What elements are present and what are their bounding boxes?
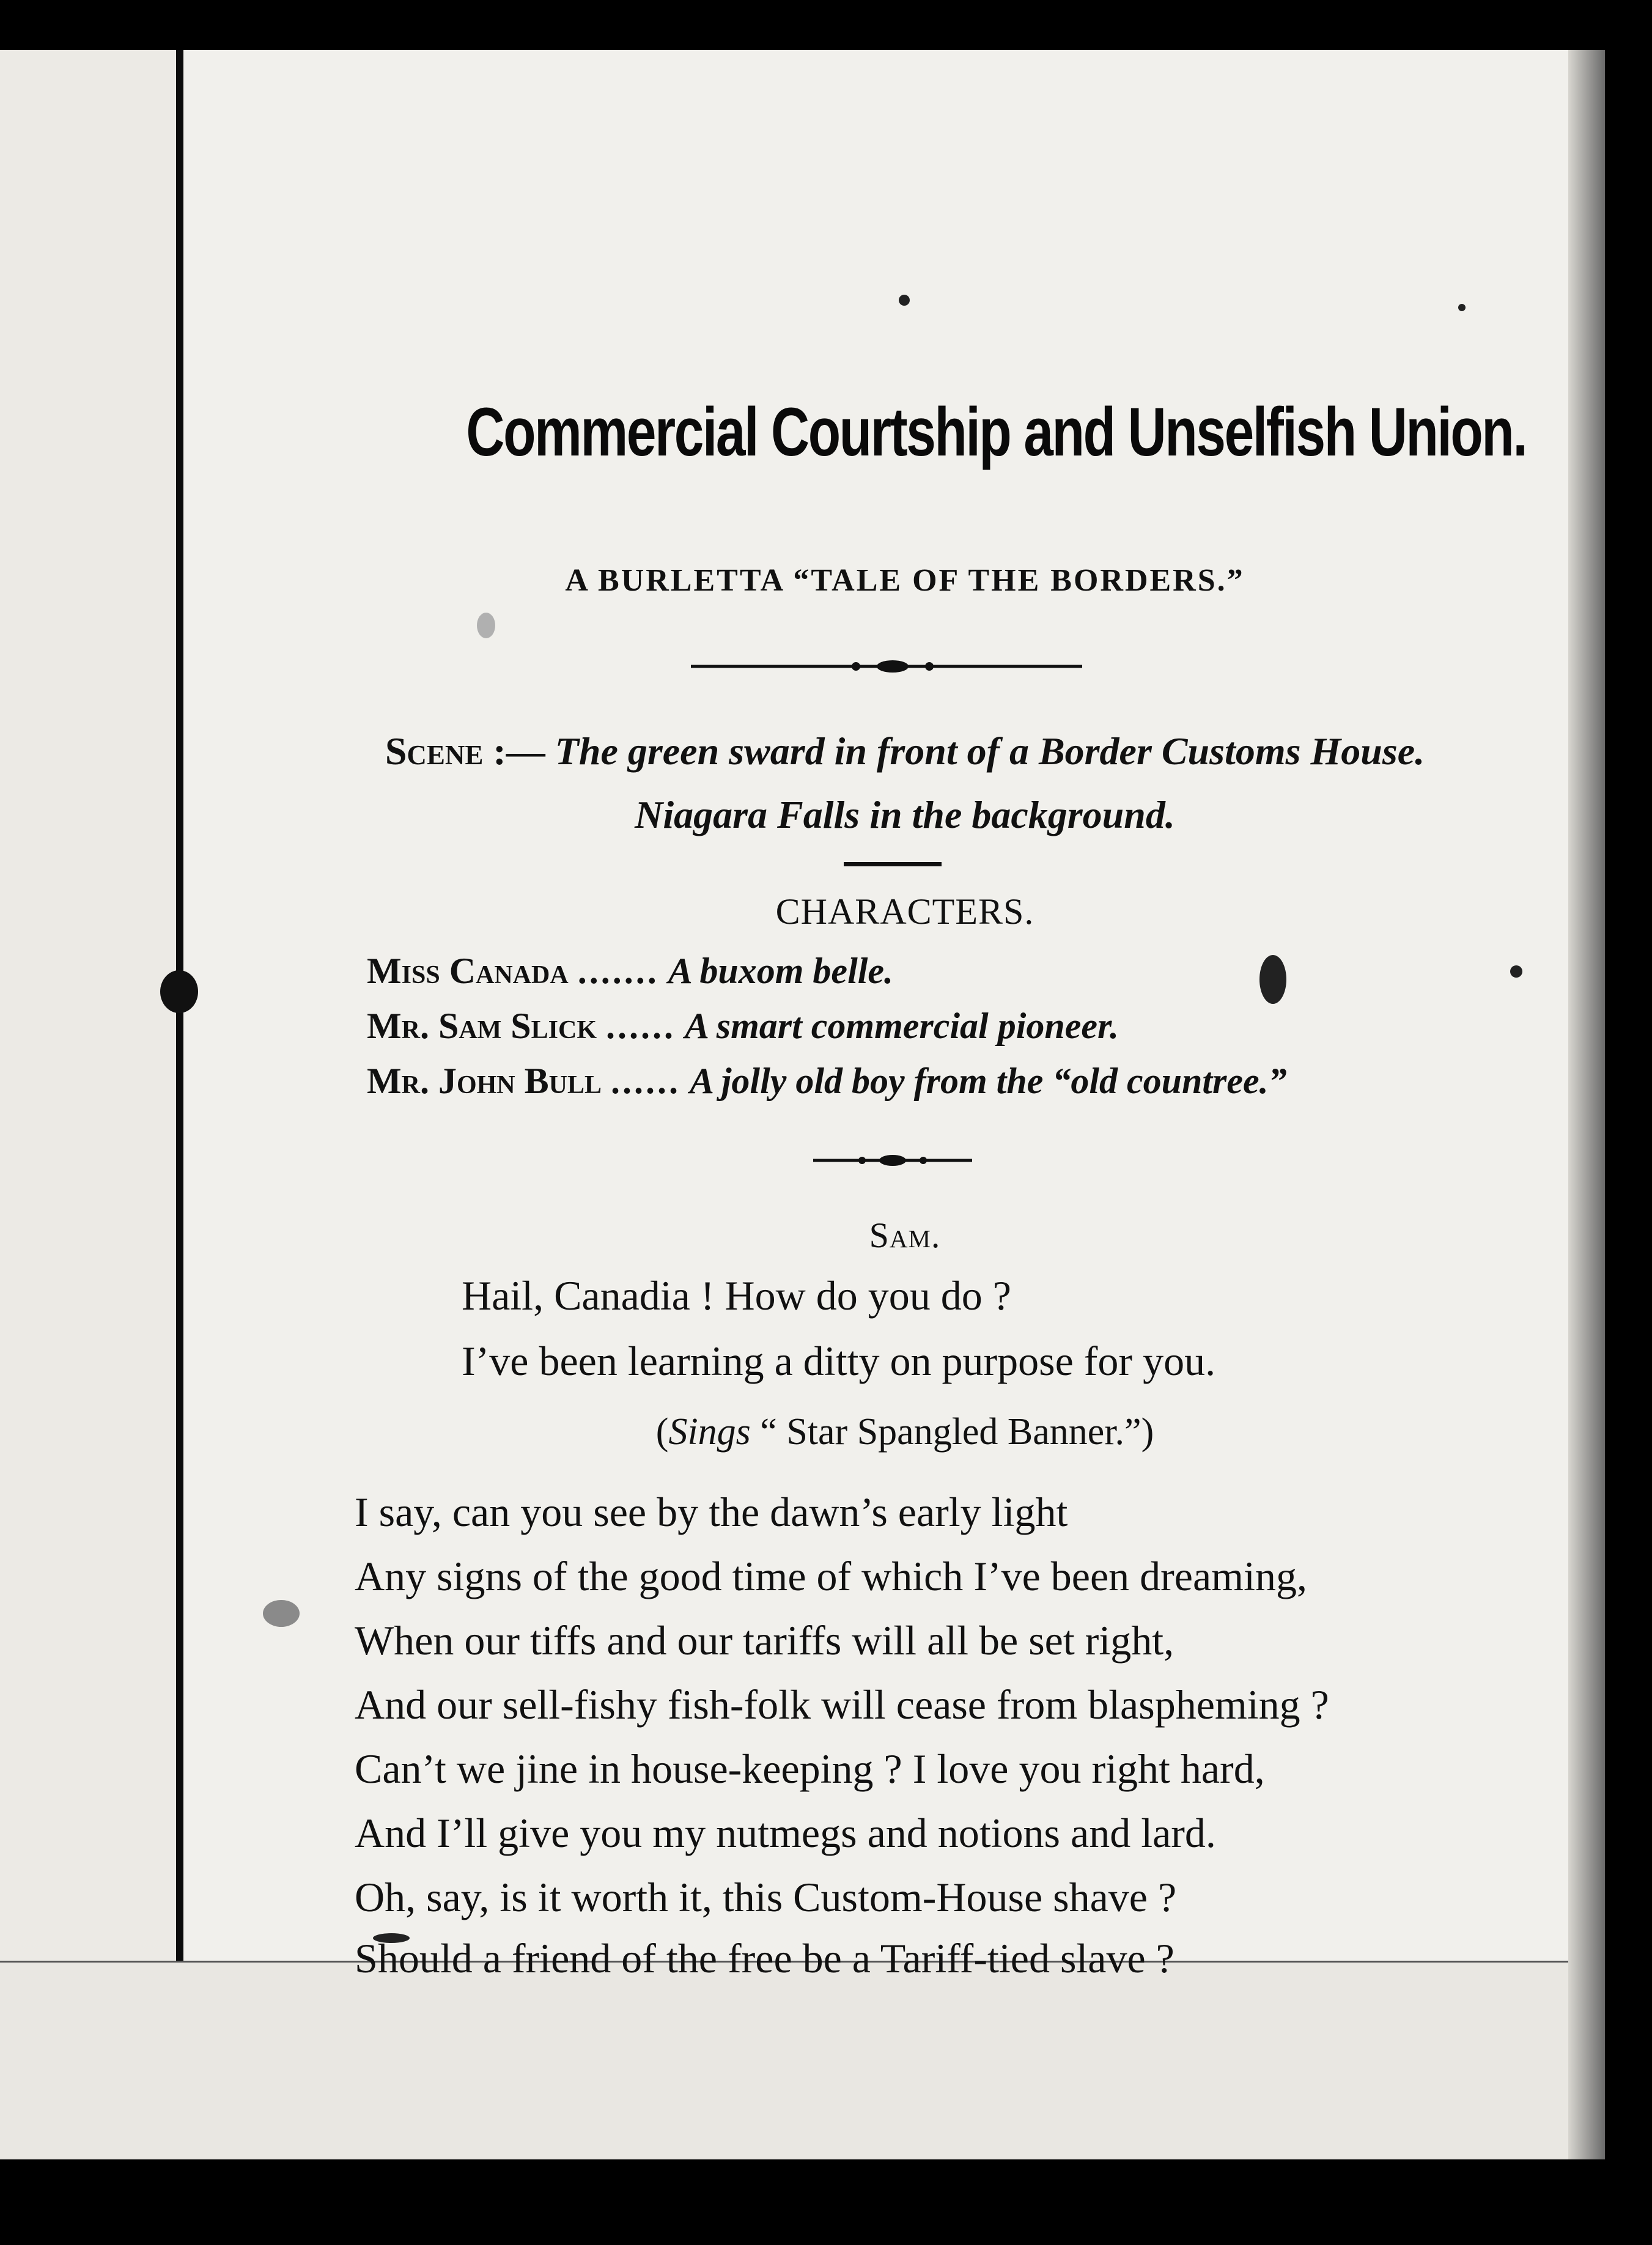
song-line: Can’t we jine in house-keeping ? I love you right hard, xyxy=(355,1745,1265,1792)
cast-row xyxy=(367,950,893,999)
scene-line-2: Niagara Falls in the background. xyxy=(635,793,1175,836)
ornament-divider-small xyxy=(813,1151,972,1170)
cast-name: Mr. Sam Slick xyxy=(367,1006,597,1046)
cast-dots: ...... xyxy=(606,1006,676,1046)
short-rule xyxy=(844,862,942,866)
song-line: And I’ll give you my nutmegs and notions and lard. xyxy=(355,1810,1216,1856)
scene-text: The green sward in front of a Border Customs House. xyxy=(555,729,1425,773)
page-content xyxy=(0,50,1605,2159)
cast-dots: ....... xyxy=(577,951,659,991)
cast-role: A jolly old boy from the “old countree.” xyxy=(690,1061,1287,1101)
cast-name: Miss Canada xyxy=(367,951,569,991)
scanned-page xyxy=(0,50,1605,2159)
song-line: Should a friend of the free be a Tariff-tied slave ? xyxy=(355,1935,1174,1981)
page-title: Commercial Courtship and Unselfish Union. xyxy=(466,394,1527,470)
ornament-divider xyxy=(691,655,1082,677)
song-line: When our tiffs and our tariffs will all be set right, xyxy=(355,1617,1174,1664)
song-line: Oh, say, is it worth it, this Custom-House shave ? xyxy=(355,1874,1177,1920)
characters-heading: CHARACTERS. xyxy=(775,891,1034,932)
subtitle: A BURLETTA “TALE OF THE BORDERS.” xyxy=(565,563,1245,598)
speaker-name: Sam. xyxy=(869,1215,941,1255)
scene-label: Scene :— xyxy=(385,729,545,773)
stage-direction-italic: Sings xyxy=(668,1411,751,1453)
cast-row xyxy=(367,1060,1287,1109)
stage-direction-open: ( xyxy=(655,1411,669,1453)
song-line: Any signs of the good time of which I’ve been dreaming, xyxy=(355,1553,1307,1599)
cast-role: A smart commercial pioneer. xyxy=(685,1006,1119,1046)
cast-name: Mr. John Bull xyxy=(367,1061,602,1101)
song-line: And our sell-fishy fish-folk will cease from blaspheming ? xyxy=(355,1681,1329,1728)
song-line: I say, can you see by the dawn’s early light xyxy=(355,1489,1068,1535)
scene-line xyxy=(342,729,1467,774)
cast-dots: ...... xyxy=(611,1061,681,1101)
stage-direction xyxy=(342,1410,1467,1454)
opening-line: Hail, Canadia ! How do you do ? xyxy=(462,1272,1011,1319)
cast-role: A buxom belle. xyxy=(668,951,894,991)
opening-line: I’ve been learning a ditty on purpose for you. xyxy=(462,1338,1216,1384)
cast-row xyxy=(367,1005,1119,1054)
stage-direction-rest: “ Star Spangled Banner.”) xyxy=(750,1411,1154,1453)
